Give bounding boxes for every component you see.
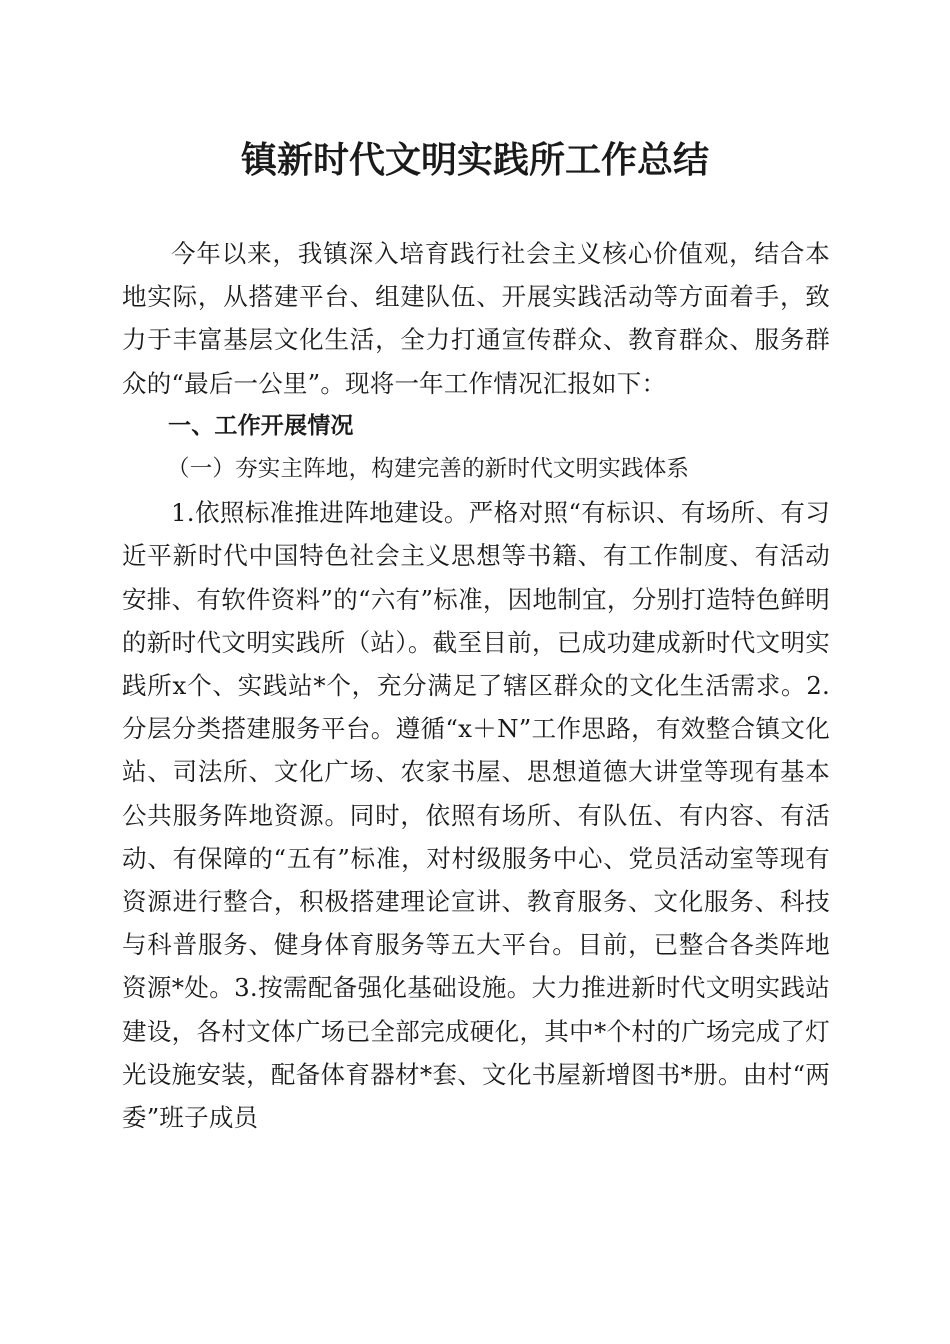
document-body [122, 232, 830, 1139]
intro-paragraph: 今年以来，我镇深入培育践行社会主义核心价值观，结合本地实际，从搭建平台、组建队伍、开展实践活动等方面着手，致力于丰富基层文化生活，全力打通宣传群众、教育群众、服务群众的“最后一公里”。现将一年工作情况汇报如下： [122, 239, 830, 398]
subsection-heading: （一）夯实主阵地，构建完善的新时代文明实践体系 [167, 456, 690, 483]
document-title: 镇新时代文明实践所工作总结 [240, 139, 709, 181]
section-heading: 一、工作开展情况 [168, 412, 354, 439]
body-paragraph: 1.依照标准推进阵地建设。严格对照“有标识、有场所、有习近平新时代中国特色社会主义思想等书籍、有工作制度、有活动安排、有软件资料”的“六有”标准，因地制宜，分别打造特色鲜明的新时代文明实践所（站）。截至目前，已成功建成新时代文明实践所x个、实践站*个，充分满足了辖区群众的文化生活需求。2.分层分类搭建服务平台。遵循“x＋N”工作思路，有效整合镇文化站、司法所、文化广场、农家书屋、思想道德大讲堂等现有基本公共服务阵地资源。同时，依照有场所、有队伍、有内容、有活动、有保障的“五有”标准，对村级服务中心、党员活动室等现有资源进行整合，积极搭建理论宣讲、教育服务、文化服务、科技与科普服务、健身体育服务等五大平台。目前，已整合各类阵地资源*处。3.按需配备强化基础设施。大力推进新时代文明实践站建设，各村文体广场已全部完成硬化，其中*个村的广场完成了灯光设施安装，配备体育器材*套、文化书屋新增图书*册。由村“两委”班子成员 [122, 498, 830, 1133]
